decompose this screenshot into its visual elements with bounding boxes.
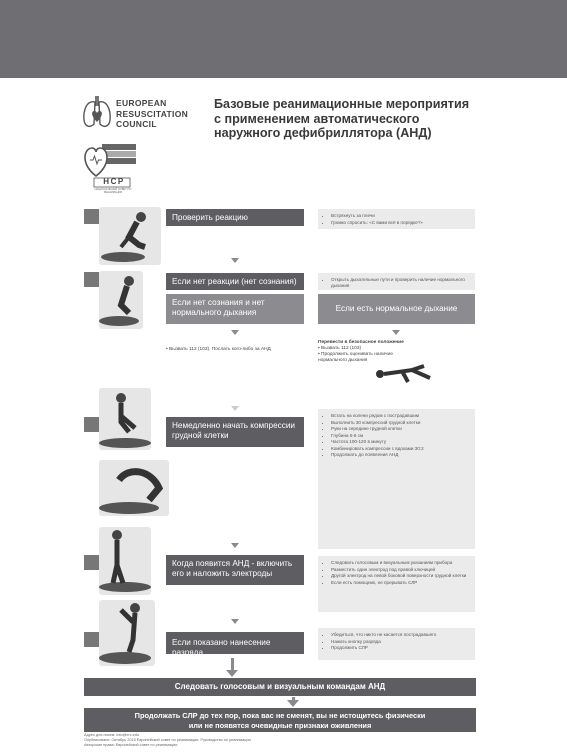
footer-line-2: Опубликовано: Октябрь 2015 Европейский совет по реанимации. Руководство по реанимации [84,738,251,742]
arrow-to-bar-1 [226,670,238,677]
breathing-illustration [99,460,169,516]
note-check-response [318,209,475,229]
step-badge-5 [84,632,99,647]
note-item: • Следовать голосовым и визуальным указаниям прибора [331,560,470,566]
step-start-compressions: Немедленно начать компрессии грудной клетки [166,417,304,447]
nsr-subtitle: НАЦИОНАЛЬНЫЙ СОВЕТ ПО РЕАНИМАЦИИ [94,188,132,194]
title-line-2: с применением автоматического [214,111,420,126]
recovery-heading: Перевести в безопасное положение [318,340,404,345]
call-emergency-label: Вызвать 112 (103). Послать кого-либо за АНД [169,347,271,352]
photo-compressions [99,388,151,450]
recovery-position-icon [372,362,442,384]
aed-illustration [99,527,151,595]
note-item: • Нажать кнопку разряда [331,639,470,645]
note-item: • Разместить один электрод под правой ключицей [331,567,470,573]
note-compressions [318,409,475,549]
note-item: • Убедиться, что никто не касается пострадавшего [331,632,470,638]
arrow-down-4 [231,406,239,411]
step-shock-advised: Если показано нанесение разряда [166,632,304,654]
recovery-position-block [318,340,468,364]
page-title [214,97,514,141]
photo-airway [99,271,143,329]
title-line-1: Базовые реанимационные мероприятия [214,97,470,111]
rescuer-illustration [99,207,161,265]
bar-continue-cpr [84,708,476,732]
call-emergency-text: ▪ Вызвать 112 (103). Послать кого-либо за АНД [166,347,271,352]
recovery-item: ▪ Вызвать 112 (103) [318,346,362,351]
note-item: • Частота 100-120 в минуту [331,439,470,445]
note-item: • Если есть помощник, не прерывать СЛР [331,580,470,586]
rescuer-illustration-2 [99,271,143,329]
arrow-down-5 [231,543,239,548]
photo-breaths [99,460,169,516]
note-item: • Комбинировать компрессии с вдохами 30:2 [331,446,470,452]
lungs-heart-icon [82,92,112,132]
title-line-3: наружного дефибриллятора (АНД) [214,126,432,140]
note-item: • Продолжать до появления АНД [331,452,470,458]
arrow-down-1 [231,258,239,263]
continue-cpr-line-1: Продолжать СЛР до тех пор, пока вас не сменят, вы не истощитесь физически [134,711,426,720]
photo-shock [99,600,155,666]
note-item: • Громко спросить: «С вами всё в порядке?» [331,220,470,226]
note-open-airway [318,273,475,290]
note-item: • Глубина 5-6 см [331,433,470,439]
step-no-breathing: Если нет сознания и нет нормального дыхания [166,294,304,324]
note-item: • Открыть дыхательные пути и проверить наличие нормального дыхания [331,277,470,289]
shock-illustration [99,600,155,666]
step-badge-4 [84,555,99,570]
footer [84,733,474,748]
step-badge-3 [84,417,99,432]
nsr-logo [82,140,138,196]
photo-aed [99,527,151,595]
note-item: • Встряхнуть за плечи [331,213,470,219]
footer-line-3: Авторские права: Европейский совет по реанимации [84,743,178,747]
logo-line-3: COUNCIL [116,119,157,129]
continue-cpr-line-2: или не появятся очевидные признаки оживления [188,720,372,730]
note-aed [318,556,475,612]
note-item: • Руки на середине грудной клетки [331,426,470,432]
note-shock [318,628,475,660]
logo-line-2: RESUSCITATION [116,108,189,119]
footer-line-1: Адрес для писем: info@erc.edu [84,733,140,737]
arrow-down-2 [231,330,239,335]
recovery-item: ▪ Продолжить оценивать наличие нормального дыхания [318,352,393,363]
photo-check-response [99,207,161,265]
arrow-down-6 [231,619,239,624]
note-item: • Продолжить СЛР [331,645,470,651]
step-badge-2 [84,272,99,287]
compression-illustration [99,388,151,450]
note-item: • Другой электрод на левой боковой поверхности грудной клетки [331,573,470,579]
erc-logo [82,92,202,138]
erc-logo-text [116,98,188,130]
top-band [0,0,567,78]
step-normal-breathing: Если есть нормальное дыхание [318,294,475,324]
arrow-down-3 [392,330,400,335]
step-check-response: Проверить реакцию [166,209,304,226]
note-item: • Выполнить 30 компрессий грудной клетки [331,420,470,426]
arrow-to-bar-2 [287,700,299,707]
logo-line-1: EUROPEAN [116,98,167,108]
step-badge-1 [84,209,99,224]
step-no-response: Если нет реакции (нет сознания) [166,273,304,290]
note-item: • Встать на колени рядом с пострадавшим [331,413,470,419]
nsr-abbr: НСР [103,177,125,186]
step-attach-aed: Когда появится АНД - включить его и наложить электроды [166,555,304,585]
bar-follow-aed: Следовать голосовым и визуальным командам АНД [84,678,476,696]
